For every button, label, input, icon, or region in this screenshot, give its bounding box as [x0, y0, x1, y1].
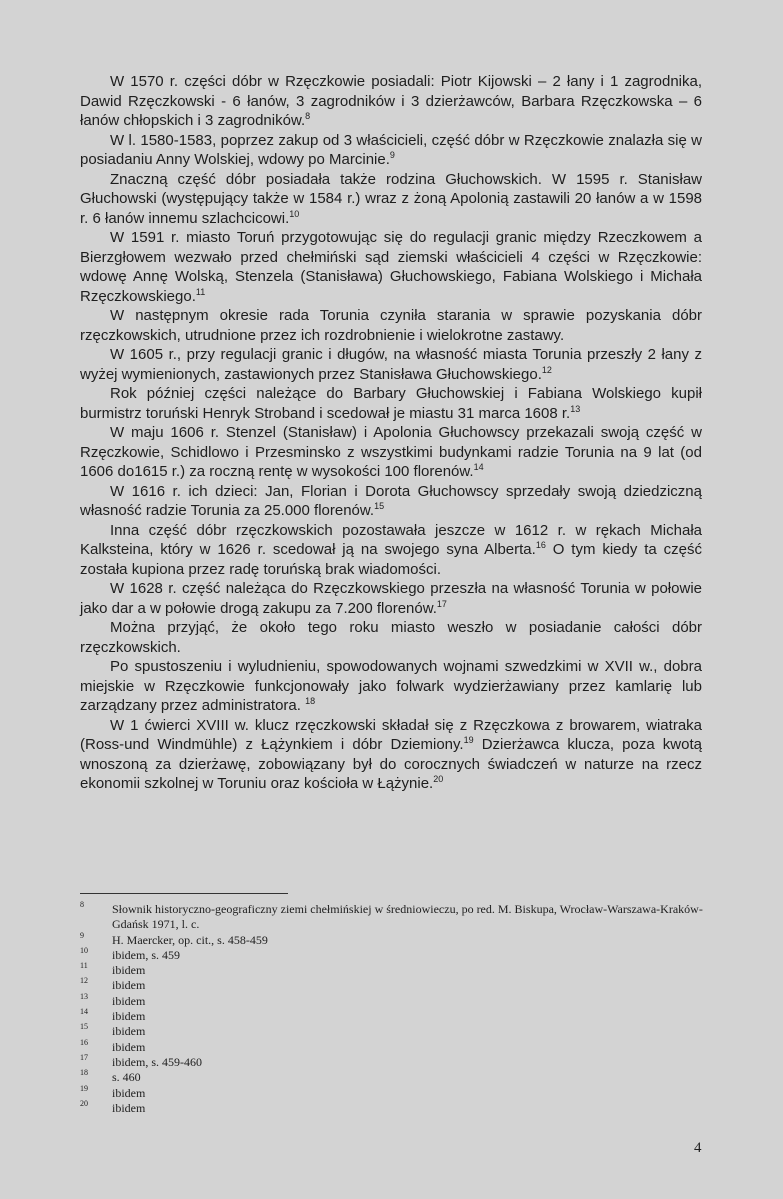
footnote: 15 ibidem	[80, 1022, 146, 1039]
paragraph: W 1628 r. część należąca do Rzęczkowskiego przeszła na własność Torunia w połowie jako dar a w połowie drogą zakupu za 7.200 florenów.$^{17}$	[80, 580, 702, 617]
footnote: 12 ibidem	[80, 976, 146, 993]
paragraph: W l. 1580-1583, poprzez zakup od 3 właścicieli, część dóbr w Rzęczkowie znalazła się w posiadaniu Anny Wolskiej, wdowy po Marcinie.$^9$	[80, 131, 702, 168]
page-number: 4	[694, 1140, 702, 1156]
paragraph: W 1605 r., przy regulacji granic i długów, na własność miasta Torunia przeszły 2 łany z wyżej wymienionych, zastawionych przez Stanisława Głuchowskiego.$^{12}$	[80, 346, 702, 383]
paragraph: Inna część dóbr rzęczkowskich pozostawała jeszcze w 1612 r. w rękach Michała Kalksteina, który w 1626 r. scedował ją na swojego syna Alberta.$^{16}$ O tym kiedy ta część została kupiona przez radę toruńską brak wiadomości.	[80, 521, 702, 578]
footnote: 11 ibidem	[80, 961, 146, 978]
footnote: 10 ibidem, s. 459	[80, 945, 180, 962]
footnote: 9 H. Maercker, op. cit., s. 458-459	[80, 930, 268, 947]
footnote: 17 ibidem, s. 459-460	[80, 1052, 202, 1069]
footnote: 20 ibidem	[80, 1098, 146, 1115]
paragraph: Po spustoszeniu i wyludnieniu, spowodowanych wojnami szwedzkimi w XVII w., dobra miejskie w Rzęczkowie funkcjonowały jako folwark wydzierżawiany przez kamlarię lub zarządzany przez administratora. $^{18}$	[80, 658, 702, 714]
body-text	[80, 72, 702, 794]
paragraph: W maju 1606 r. Stenzel (Stanisław) i Apolonia Głuchowscy przekazali swoją część w Rzęczkowie, Schidlowo i Przesminsko z wszystkimi budynkami radzie Torunia na 9 lat (od 1606 do1615 r.) za roczną rentę w wysokości 100 florenów.$^{14}$	[80, 424, 702, 480]
paragraph: W następnym okresie rada Torunia czyniła starania w sprawie pozyskania dóbr rzęczkowskich, utrudnione przez ich rozdrobnienie i wielokrotne zastawy.	[80, 307, 702, 344]
footnote: 14 ibidem	[80, 1007, 146, 1024]
paragraph: W 1570 r. części dóbr w Rzęczkowie posiadali: Piotr Kijowski – 2 łany i 1 zagrodnika, Dawid Rzęczkowski - 6 łanów, 3 zagrodników i 3 dzierżawców, Barbara Rzęczkowska – 6 łanów chłopskich i 3 zagrodników.$^8$	[80, 73, 702, 129]
paragraph: Można przyjąć, że około tego roku miasto weszło w posiadanie całości dóbr rzęczkowskich.	[80, 619, 702, 656]
paragraph: Znaczną część dóbr posiadała także rodzina Głuchowskich. W 1595 r. Stanisław Głuchowski (występujący także w 1584 r.) wraz z żoną Apolonią zastawili 20 łanów a w 1598 r. 6 łanów innemu szlachcicowi.$^{10}$	[80, 170, 702, 227]
footnotes	[80, 902, 720, 1116]
paragraph: Rok później części należące do Barbary Głuchowskiej i Fabiana Wolskiego kupił burmistrz toruński Henryk Stroband i scedował je miastu 31 marca 1608 r.$^{13}$	[80, 385, 702, 422]
paragraph: W 1616 r. ich dzieci: Jan, Florian i Dorota Głuchowscy sprzedały swoją dziedziczną własność radzie Torunia za 25.000 florenów.$^{15}$	[80, 482, 702, 519]
paragraph: W 1591 r. miasto Toruń przygotowując się do regulacji granic między Rzeczkowem a Bierzgłowem wezwało przed chełmiński sąd ziemski właścicieli 4 części w Rzęczkowie: wdowę Annę Wolską, Stenzela (Stanisława) Głuchowskiego, Fabiana Wolskiego i Michała Rzęczkowskiego.$^{11}$	[80, 229, 702, 305]
footnote: 13 ibidem	[80, 991, 146, 1008]
footnote: 16 ibidem	[80, 1037, 146, 1054]
paragraph: W 1 ćwierci XVIII w. klucz rzęczkowski składał się z Rzęczkowa z browarem, wiatraka (Ross-und Windmühle) z Łążynkiem i dóbr Dziemiony.$^{19}$ Dzierżawca klucza, poza kwotą wnoszoną za dzierżawę, zobowiązany był do corocznych świadczeń w naturze na rzecz ekonomii szkolnej w Toruniu oraz kościoła w Łążynie.$^{20}$	[80, 716, 702, 792]
footnote: 19 ibidem	[80, 1083, 146, 1100]
footnote-separator	[80, 893, 288, 894]
footnote: 8 Słownik historyczno-geograficzny ziemi chełmińskiej w średniowieczu, po red. M. Biskupa, Wrocław-Warszawa-Kraków-Gdańsk 1971, l. c.	[80, 900, 703, 932]
footnote: 18 s. 460	[80, 1068, 141, 1085]
